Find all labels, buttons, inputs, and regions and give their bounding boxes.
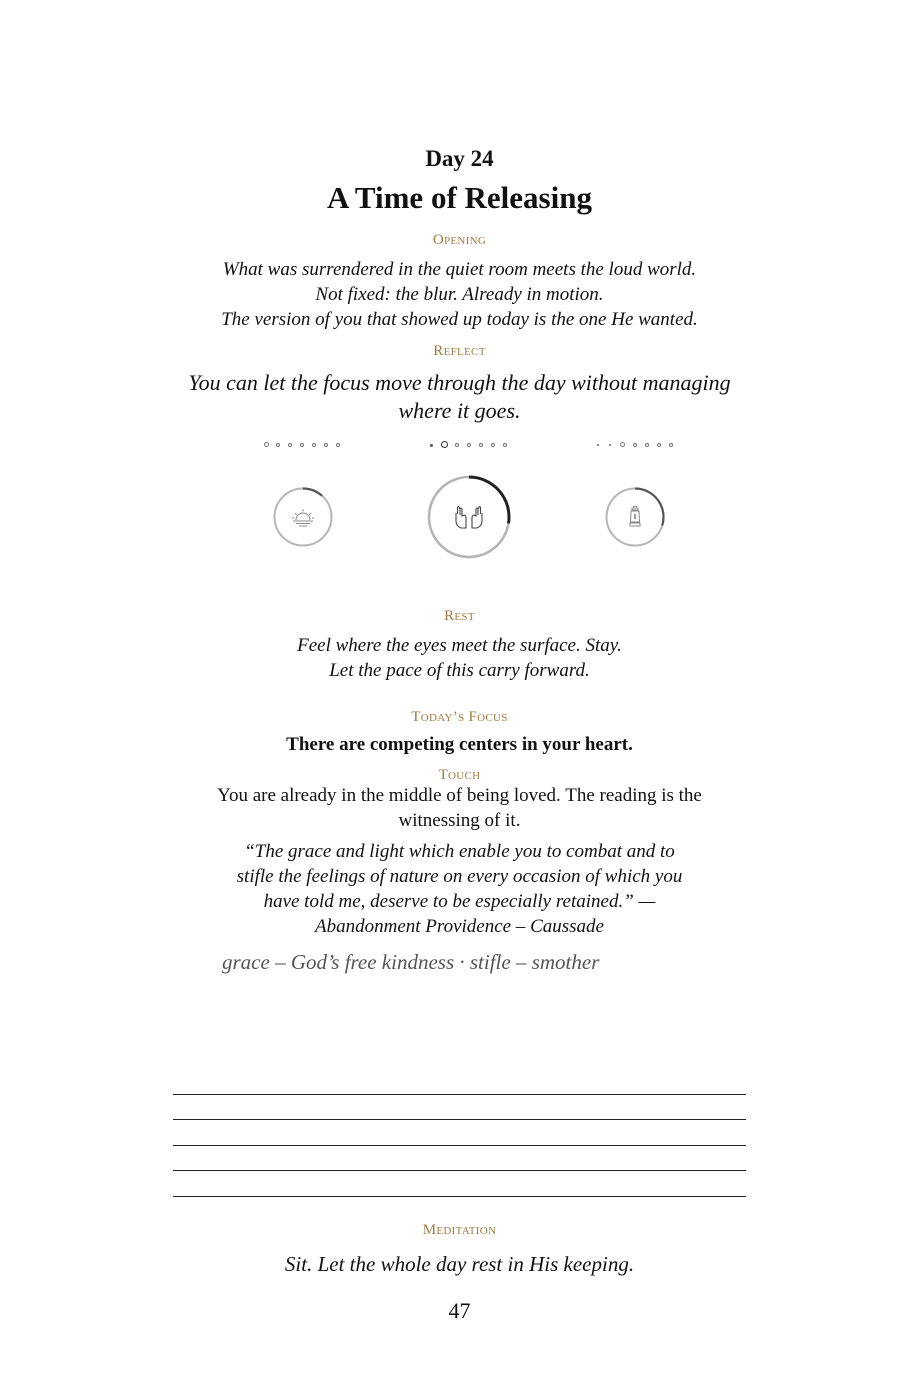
reflect-line: You can let the focus move through the day without managing xyxy=(188,370,731,395)
open-hands-icon xyxy=(453,504,485,530)
rest-line: Feel where the eyes meet the surface. Stay. xyxy=(297,635,622,656)
focus-text: There are competing centers in your heart. xyxy=(286,734,633,755)
opening-heading: Opening xyxy=(432,232,487,248)
writing-line[interactable] xyxy=(173,1119,746,1120)
reflect-line: where it goes. xyxy=(398,398,521,423)
focus-heading: Today’s Focus xyxy=(411,709,508,725)
writing-line[interactable] xyxy=(173,1170,746,1171)
opening-line: What was surrendered in the quiet room meets the loud world. xyxy=(222,259,697,280)
quote-line: Abandonment Providence – Caussade xyxy=(315,916,604,937)
opening-line: The version of you that showed up today is the one He wanted. xyxy=(221,309,698,330)
quote-line: have told me, deserve to be especially retained.” — xyxy=(263,891,656,912)
rest-heading: Rest xyxy=(444,608,475,624)
quote-line: stifle the feelings of nature on every occasion of which you xyxy=(236,866,683,887)
sunrise-icon xyxy=(289,504,317,532)
touch-line: witnessing of it. xyxy=(398,810,521,831)
lantern-icon xyxy=(627,505,643,529)
writing-line[interactable] xyxy=(173,1145,746,1146)
writing-line[interactable] xyxy=(173,1196,746,1197)
reflect-heading: Reflect xyxy=(433,343,486,359)
writing-line[interactable] xyxy=(173,1094,746,1095)
reflect-text xyxy=(0,369,919,425)
page-title: A Time of Releasing xyxy=(327,180,592,215)
quote-line: “The grace and light which enable you to combat and to xyxy=(244,841,675,862)
day-label: Day 24 xyxy=(425,146,494,171)
glossary-note: grace – God’s free kindness · stifle – smother xyxy=(222,950,600,974)
touch-text xyxy=(0,783,919,833)
quote-block xyxy=(0,839,919,939)
touch-heading: Touch xyxy=(438,767,481,783)
touch-line: You are already in the middle of being loved. The reading is the xyxy=(217,785,702,806)
page-number: 47 xyxy=(448,1298,471,1323)
opening-text xyxy=(0,257,919,332)
opening-line: Not fixed: the blur. Already in motion. xyxy=(315,284,604,305)
meditation-heading: Meditation xyxy=(422,1222,497,1238)
meditation-text: Sit. Let the whole day rest in His keeping. xyxy=(284,1252,635,1276)
rest-line: Let the pace of this carry forward. xyxy=(329,660,590,681)
rest-text xyxy=(0,633,919,683)
